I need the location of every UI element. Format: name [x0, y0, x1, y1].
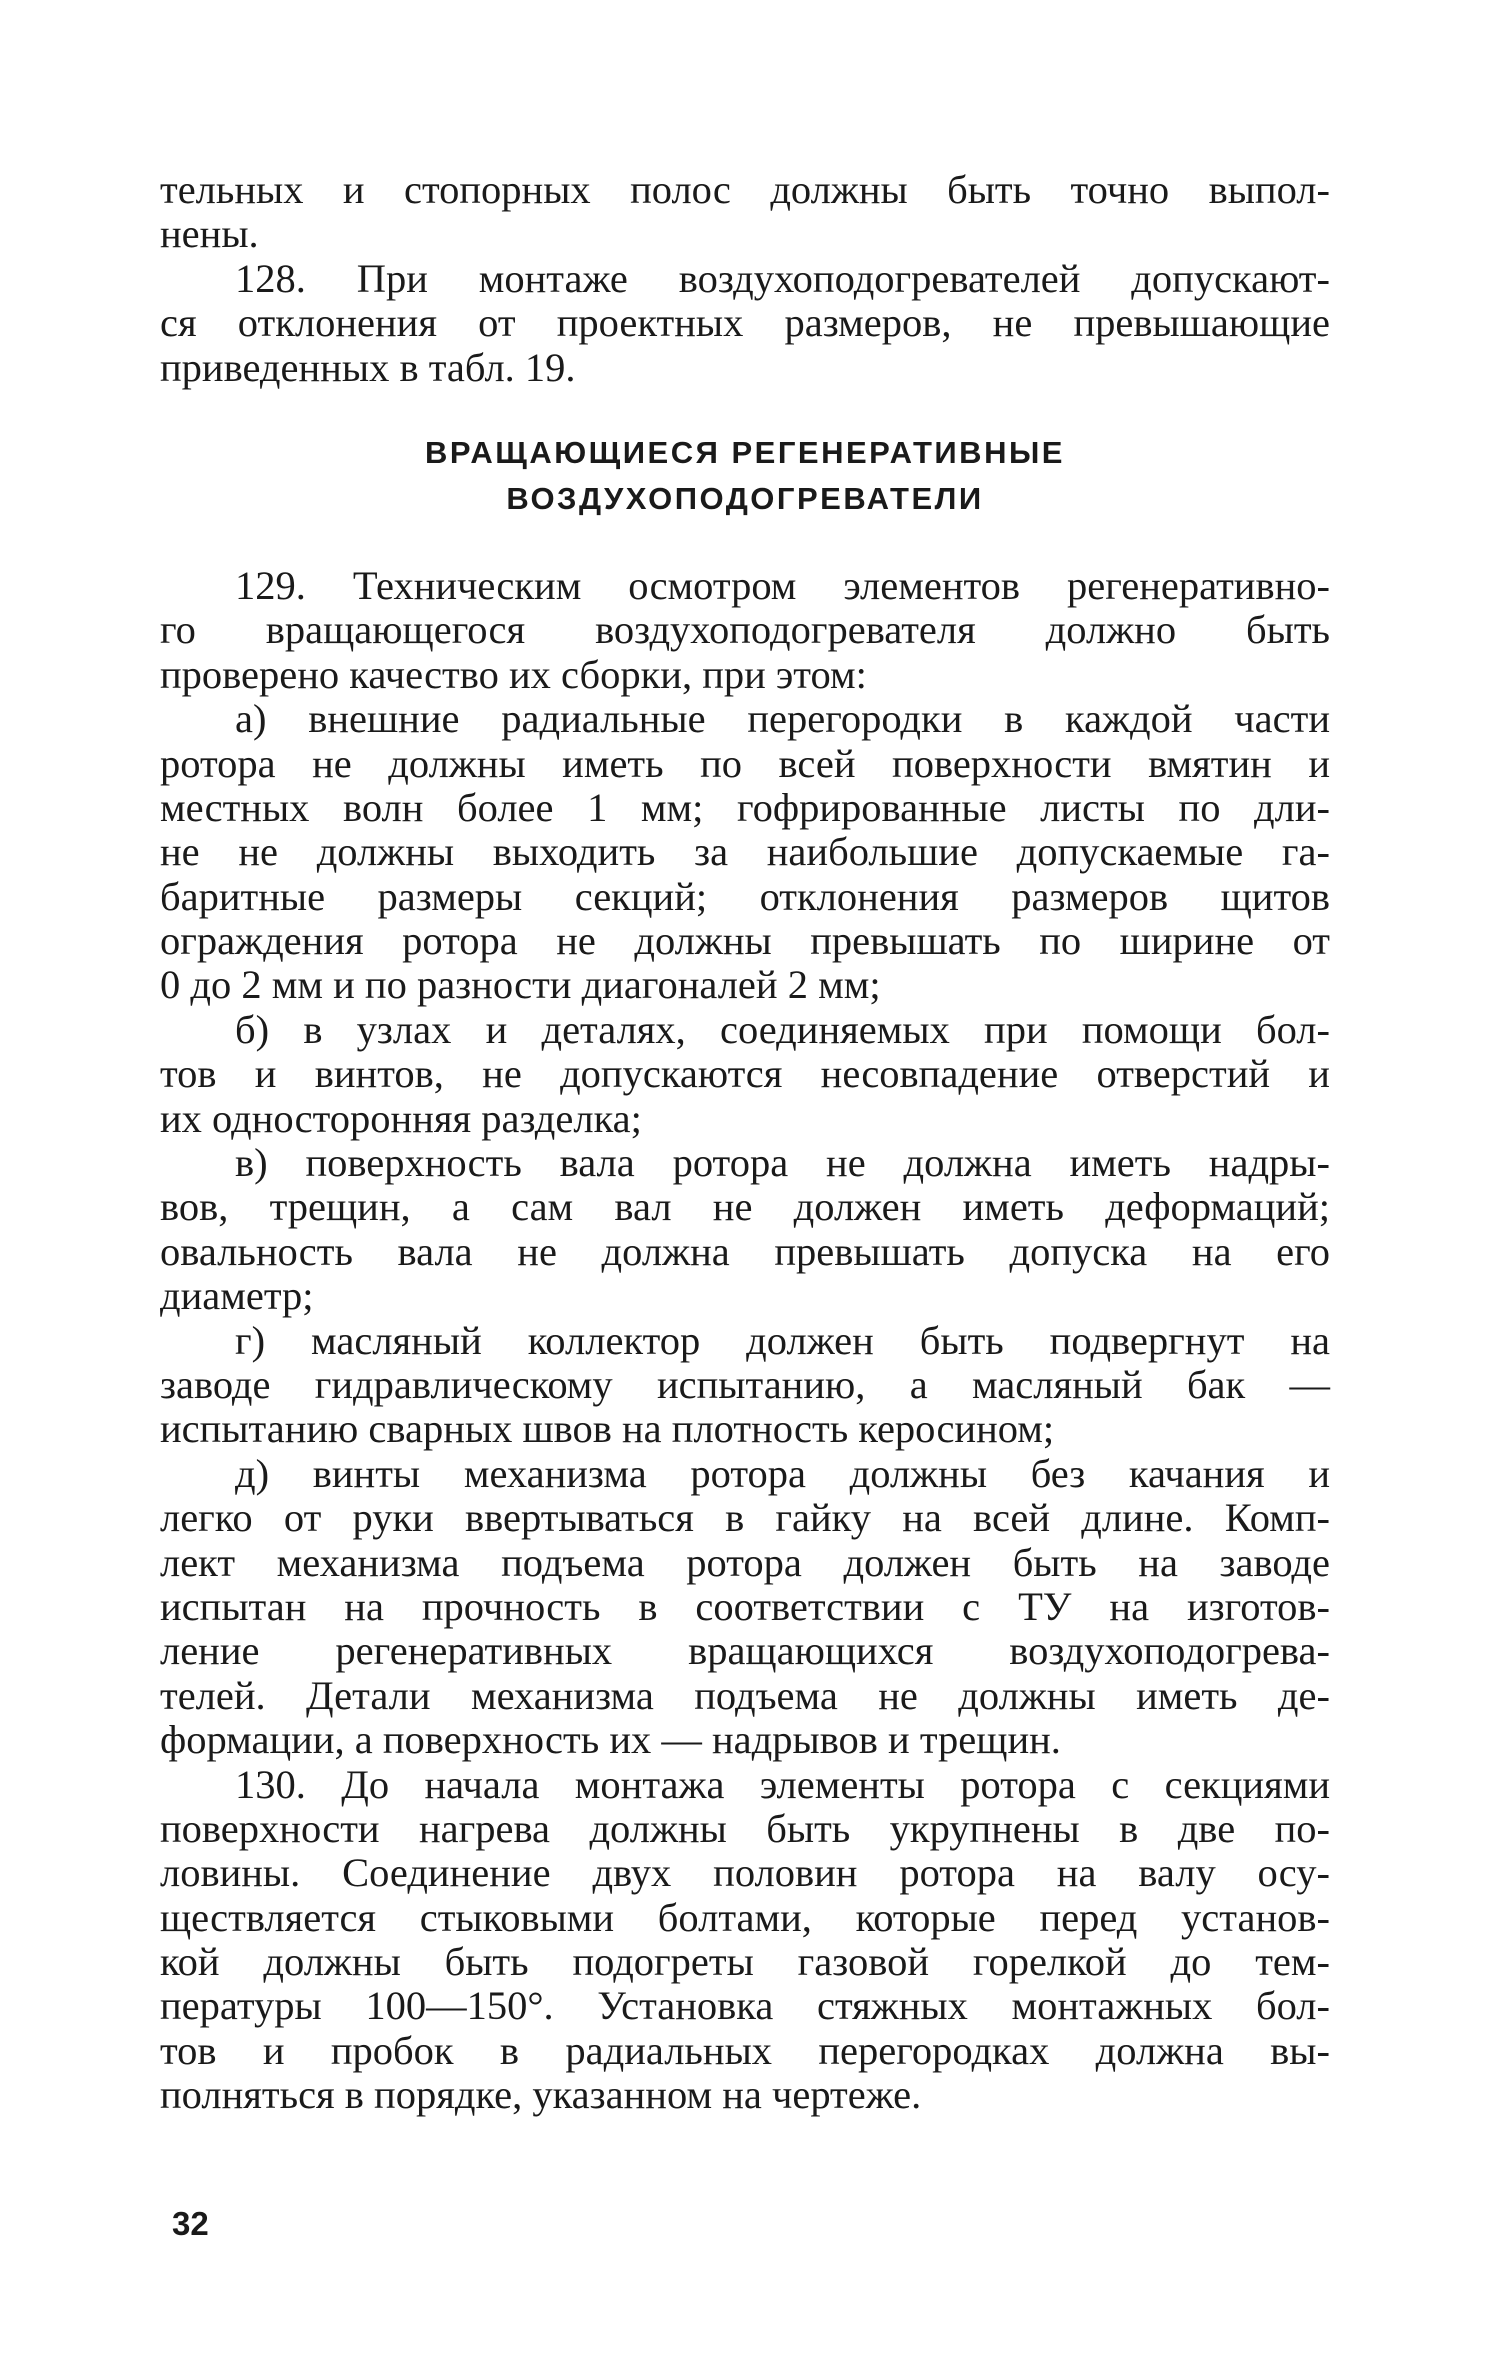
list-item-a [160, 697, 1330, 1008]
text-line: баритные размеры секций; отклонения размеров щитов [160, 873, 1330, 919]
text-line: полняться в порядке, указанном на чертеже. [160, 2072, 922, 2118]
section-heading-line: ВОЗДУХОПОДОГРЕВАТЕЛИ [506, 480, 984, 516]
text-line: го вращающегося воздухоподогревателя должно быть [160, 607, 1330, 653]
text-line: ограждения ротора не должны превышать по ширине от [160, 918, 1330, 964]
text-line: ществляется стыковыми болтами, которые перед установ- [160, 1894, 1330, 1940]
text-line: тов и пробок в радиальных перегородках должна вы- [160, 2027, 1330, 2073]
paragraph-130 [160, 1763, 1330, 2118]
intro-paragraph [160, 168, 1330, 257]
text-line: нены. [160, 211, 259, 257]
text-line: поверхности нагрева должны быть укрупнены в две по- [160, 1805, 1330, 1851]
text-line: пературы 100—150°. Установка стяжных монтажных бол- [160, 1983, 1330, 2029]
text-line: испытан на прочность в соответствии с ТУ на изготов- [160, 1583, 1330, 1629]
text-line: 0 до 2 мм и по разности диагоналей 2 мм; [160, 962, 881, 1008]
text-line: заводе гидравлическому испытанию, а масляный бак — [160, 1361, 1330, 1407]
text-line: ление регенеративных вращающихся воздухоподогрева- [160, 1628, 1330, 1674]
text-line: легко от руки ввертываться в гайку на всей длине. Комп- [160, 1495, 1330, 1541]
page-number: 32 [172, 2205, 209, 2242]
text-line: тов и винтов, не допускаются несовпадение отверстий и [160, 1051, 1330, 1097]
paragraph-129 [160, 564, 1330, 697]
list-item-d [160, 1452, 1330, 1763]
text-line: ловины. Соединение двух половин ротора на валу осу- [160, 1850, 1330, 1896]
text-line: их односторонняя разделка; [160, 1095, 642, 1141]
text-line: проверено качество их сборки, при этом: [160, 651, 867, 697]
text-line: испытанию сварных швов на плотность керосином; [160, 1406, 1055, 1452]
list-item-b [160, 1008, 1330, 1141]
text-line: тельных и стопорных полос должны быть точно выпол- [160, 167, 1330, 212]
text-line: овальность вала не должна превышать допуска на его [160, 1228, 1330, 1274]
section-heading [160, 430, 1330, 522]
text-line: вов, трещин, а сам вал не должен иметь деформаций; [160, 1184, 1330, 1230]
text-line: б) в узлах и деталях, соединяемых при помощи бол- [235, 1006, 1330, 1052]
text-line: а) внешние радиальные перегородки в каждой части [235, 696, 1330, 742]
text-line: приведенных в табл. 19. [160, 344, 576, 390]
text-line: кой должны быть подогреты газовой горелкой до тем- [160, 1939, 1330, 1985]
text-line: 129. Техническим осмотром элементов регенеративно- [235, 562, 1330, 608]
text-line: ся отклонения от проектных размеров, не превышающие [160, 300, 1330, 346]
list-item-g [160, 1319, 1330, 1452]
text-line: лект механизма подъема ротора должен быть на заводе [160, 1539, 1330, 1585]
text-line: в) поверхность вала ротора не должна иметь надры- [235, 1140, 1330, 1186]
text-line: ротора не должны иметь по всей поверхности вмятин и [160, 740, 1330, 786]
text-line: г) масляный коллектор должен быть подвергнут на [235, 1317, 1330, 1363]
text-line: диаметр; [160, 1273, 314, 1319]
section-heading-line: ВРАЩАЮЩИЕСЯ РЕГЕНЕРАТИВНЫЕ [425, 434, 1065, 470]
list-item-v [160, 1141, 1330, 1319]
text-line: телей. Детали механизма подъема не должны иметь де- [160, 1672, 1330, 1718]
paragraph-128 [160, 257, 1330, 390]
page-body [160, 168, 1330, 2118]
text-line: не не должны выходить за наибольшие допускаемые га- [160, 829, 1330, 875]
text-line: формации, а поверхность их — надрывов и трещин. [160, 1717, 1061, 1763]
text-line: местных волн более 1 мм; гофрированные листы по дли- [160, 784, 1330, 830]
text-line: 128. При монтаже воздухоподогревателей допускают- [235, 255, 1330, 301]
text-line: 130. До начала монтажа элементы ротора с секциями [235, 1761, 1330, 1807]
text-line: д) винты механизма ротора должны без качания и [235, 1450, 1330, 1496]
